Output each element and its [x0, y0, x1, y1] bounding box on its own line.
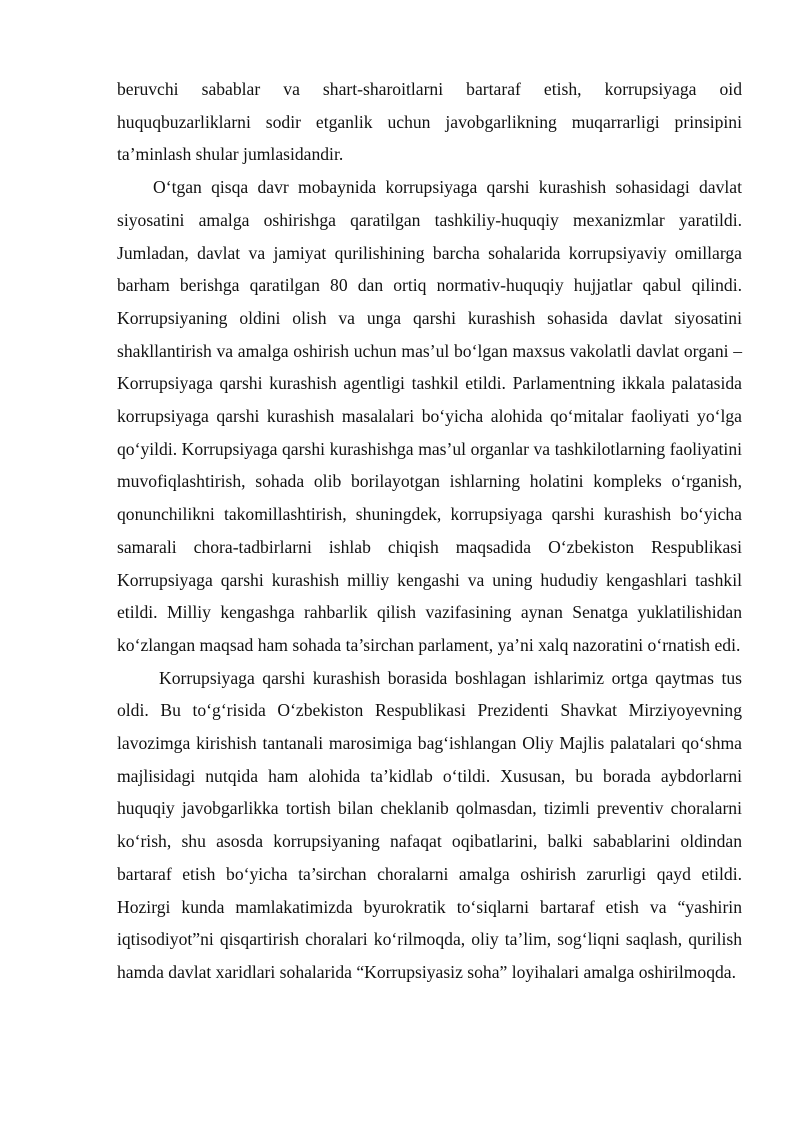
paragraph-institutional-mechanisms: O‘tgan qisqa davr mobaynida korrupsiyaga qarshi kurashish sohasidagi davlat siyosatini amalga oshirishga qaratilgan tashkiliy-huquqiy mexanizmlar yaratildi. Jumladan, davlat va jamiyat qurilishining barcha sohalarida korrupsiyaviy omillarga barham berishga qaratilgan 80 dan ortiq normativ-huquqiy hujjatlar qabul qilindi. Korrupsiyaning oldini olish va unga qarshi kurashish sohasida davlat siyosatini shakllantirish va amalga oshirish uchun mas’ul bo‘lgan maxsus vakolatli davlat organi – Korrupsiyaga qarshi kurashish agentligi tashkil etildi. Parlamentning ikkala palatasida korrupsiyaga qarshi kurashish masalalari bo‘yicha alohida qo‘mitalar faoliyati yo‘lga qo‘yildi. Korrupsiyaga qarshi kurashishga mas’ul organlar va tashkilotlarning faoliyatini muvofiqlashtirish, sohada olib borilayotgan ishlarning holatini kompleks o‘rganish, qonunchilikni takomillashtirish, shuningdek, korrupsiyaga qarshi kurashish bo‘yicha samarali chora-tadbirlarni ishlab chiqish maqsadida O‘zbekiston Respublikasi Korrupsiyaga qarshi kurashish milliy kengashi va uning hududiy kengashlari tashkil etildi. Milliy kengashga rahbarlik qilish vazifasining aynan Senatga yuklatilishidan ko‘zlangan maqsad ham sohada ta’sirchan parlament, ya’ni xalq nazoratini o‘rnatish edi.	[117, 177, 742, 655]
paragraph-president-speech: Korrupsiyaga qarshi kurashish borasida boshlagan ishlarimiz ortga qaytmas tus oldi. Bu to‘g‘risida O‘zbekiston Respublikasi Prezidenti Shavkat Mirziyoyevning lavozimga kirishish tantanali marosimiga bag‘ishlangan Oliy Majlis palatalari qo‘shma majlisidagi nutqida ham alohida ta’kidlab o‘tildi. Xususan, bu borada aybdorlarni huquqiy javobgarlikka tortish bilan cheklanib qolmasdan, tizimli preventiv choralarni ko‘rish, shu asosda korrupsiyaning nafaqat oqibatlarini, balki sabablarini oldindan bartaraf etish bo‘yicha ta’sirchan choralarni amalga oshirish zarurligi qayd etildi. Hozirgi kunda mamlakatimizda byurokratik to‘siqlarni bartaraf etish va “yashirin iqtisodiyot”ni qisqartirish choralari ko‘rilmoqda, oliy ta’lim, sog‘liqni saqlash, qurilish hamda davlat xaridlari sohalarida “Korrupsiyasiz soha” loyihalari amalga oshirilmoqda.	[117, 667, 742, 982]
document-page	[117, 73, 742, 989]
paragraph-continuation: beruvchi sabablar va shart-sharoitlarni bartaraf etish, korrupsiyaga oid huquqbuzarliklarni sodir etganlik uchun javobgarlikning muqarrarligi prinsipini ta’minlash shular jumlasidandir.	[117, 79, 742, 165]
